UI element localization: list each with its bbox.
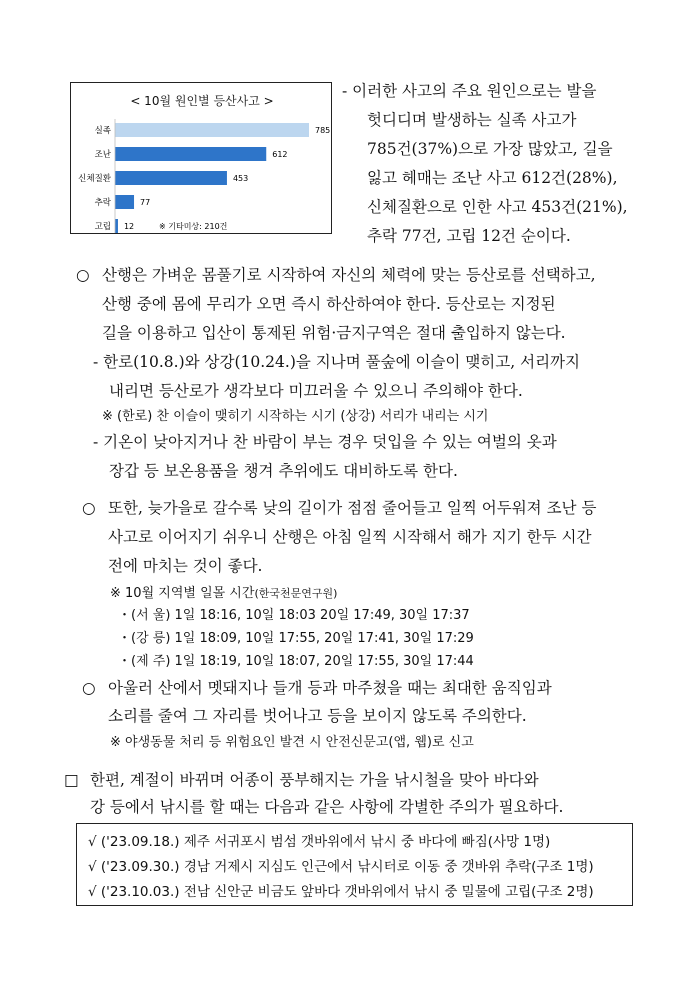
category-label: 조난: [94, 150, 111, 160]
section1-note: ※ (한로) 찬 이슬이 맺히기 시작하는 시기 (상강) 서리가 내리는 시기: [102, 409, 489, 424]
section1-line-2: 산행 중에 몸에 무리가 오면 즉시 하산하여야 한다. 등산로는 지정된: [102, 295, 556, 313]
section4-line-2: 강 등에서 낚시를 할 때는 다음과 같은 사항에 각별한 주의가 필요하다.: [90, 798, 564, 816]
intro-line-5: 신체질환으로 인한 사고 453건(21%),: [367, 198, 628, 216]
sunset-note-source: (한국천문연구원): [254, 587, 338, 600]
bar: [115, 171, 227, 185]
intro-line-6: 추락 77건, 고립 12건 순이다.: [367, 227, 571, 245]
section3-note: ※ 야생동물 처리 등 위험요인 발견 시 안전신문고(앱, 웹)로 신고: [110, 735, 474, 750]
value-label: 77: [140, 198, 151, 207]
section1-sub2-line-2: 장갑 등 보온용품을 챙겨 추위에도 대비하도록 한다.: [109, 462, 458, 480]
sunset-jeju: ・(제 주) 1일 18:19, 10일 18:07, 20일 17:55, 30일 17:44: [118, 654, 474, 669]
incident-3: √ ('23.10.03.) 전남 신안군 비금도 앞바다 갯바위에서 낚시 중 밀물에 고립(구조 2명): [88, 884, 594, 900]
section2-note: [110, 580, 337, 606]
intro-line-3: 785건(37%)으로 가장 많았고, 길을: [367, 140, 613, 158]
section4-line-1: 한편, 계절이 바뀌며 어종이 풍부해지는 가을 낚시철을 맞아 바다와: [90, 771, 539, 789]
intro-line-2: 헛디디며 발생하는 실족 사고가: [367, 111, 577, 129]
value-label: 453: [232, 174, 249, 183]
section3-line-2: 소리를 줄여 그 자리를 벗어나고 등을 보이지 않도록 주의한다.: [108, 707, 527, 725]
sunset-seoul: ・(서 울) 1일 18:16, 10일 18:03 20일 17:49, 30일 17:37: [118, 608, 470, 623]
incident-1: √ ('23.09.18.) 제주 서귀포시 범섬 갯바위에서 낚시 중 바다에 빠짐(사망 1명): [88, 834, 551, 850]
section2-bullet: ○: [82, 499, 96, 517]
section1-line-3: 길을 이용하고 입산이 통제된 위험·금지구역은 절대 출입하지 않는다.: [102, 324, 566, 342]
value-label: 612: [272, 150, 288, 159]
section1-sub1-line-2: 내리면 등산로가 생각보다 미끄러울 수 있으니 주의해야 한다.: [109, 382, 523, 400]
category-label: 추락: [94, 198, 111, 208]
incident-box: [76, 823, 633, 906]
section2-line-1: 또한, 늦가을로 갈수록 낮의 길이가 점점 줄어들고 일찍 어두워져 조난 등: [108, 499, 597, 517]
bar: [115, 219, 118, 233]
value-label: 785: [315, 126, 331, 135]
section2-line-3: 전에 마치는 것이 좋다.: [108, 557, 263, 575]
sunset-note-title: ※ 10월 지역별 일몰 시간: [110, 586, 255, 601]
value-label: 12: [123, 222, 135, 231]
category-label: 신체질환: [78, 174, 111, 184]
section1-sub1-line-1: - 한로(10.8.)와 상강(10.24.)을 지나며 풀숲에 이슬이 맺히고, 서리까지: [93, 353, 580, 371]
section3-bullet: ○: [82, 679, 96, 697]
chart-plot: [71, 83, 331, 233]
section1-sub2-line-1: - 기온이 낮아지거나 찬 바람이 부는 경우 덧입을 수 있는 여벌의 옷과: [93, 433, 557, 451]
section2-line-2: 사고로 이어지기 쉬우니 산행은 아침 일찍 시작해서 해가 지기 한두 시간: [108, 528, 592, 546]
chart-title: < 10월 원인별 등산사고 >: [130, 94, 274, 108]
bar: [115, 195, 134, 209]
section4-bullet: □: [64, 771, 79, 789]
intro-line-1: - 이러한 사고의 주요 원인으로는 발을: [342, 82, 597, 100]
category-label: 고립: [94, 222, 111, 232]
sunset-gangneung: ・(강 릉) 1일 18:09, 10일 17:55, 20일 17:41, 30일 17:29: [118, 631, 474, 646]
intro-line-4: 잃고 헤매는 조난 사고 612건(28%),: [367, 169, 618, 187]
section1-line-1: 산행은 가벼운 몸풀기로 시작하여 자신의 체력에 맞는 등산로를 선택하고,: [102, 266, 596, 284]
incident-2: √ ('23.09.30.) 경남 거제시 지심도 인근에서 낚시터로 이동 중 갯바위 추락(구조 1명): [88, 859, 594, 875]
section1-bullet: ○: [76, 266, 90, 284]
bar: [115, 123, 309, 137]
bar: [115, 147, 266, 161]
chart-note: ※ 기타미상: 210건: [159, 222, 228, 231]
section3-line-1: 아울러 산에서 멧돼지나 들개 등과 마주쳤을 때는 최대한 움직임과: [108, 679, 552, 697]
category-label: 실족: [94, 126, 111, 136]
chart-box: [70, 82, 332, 234]
